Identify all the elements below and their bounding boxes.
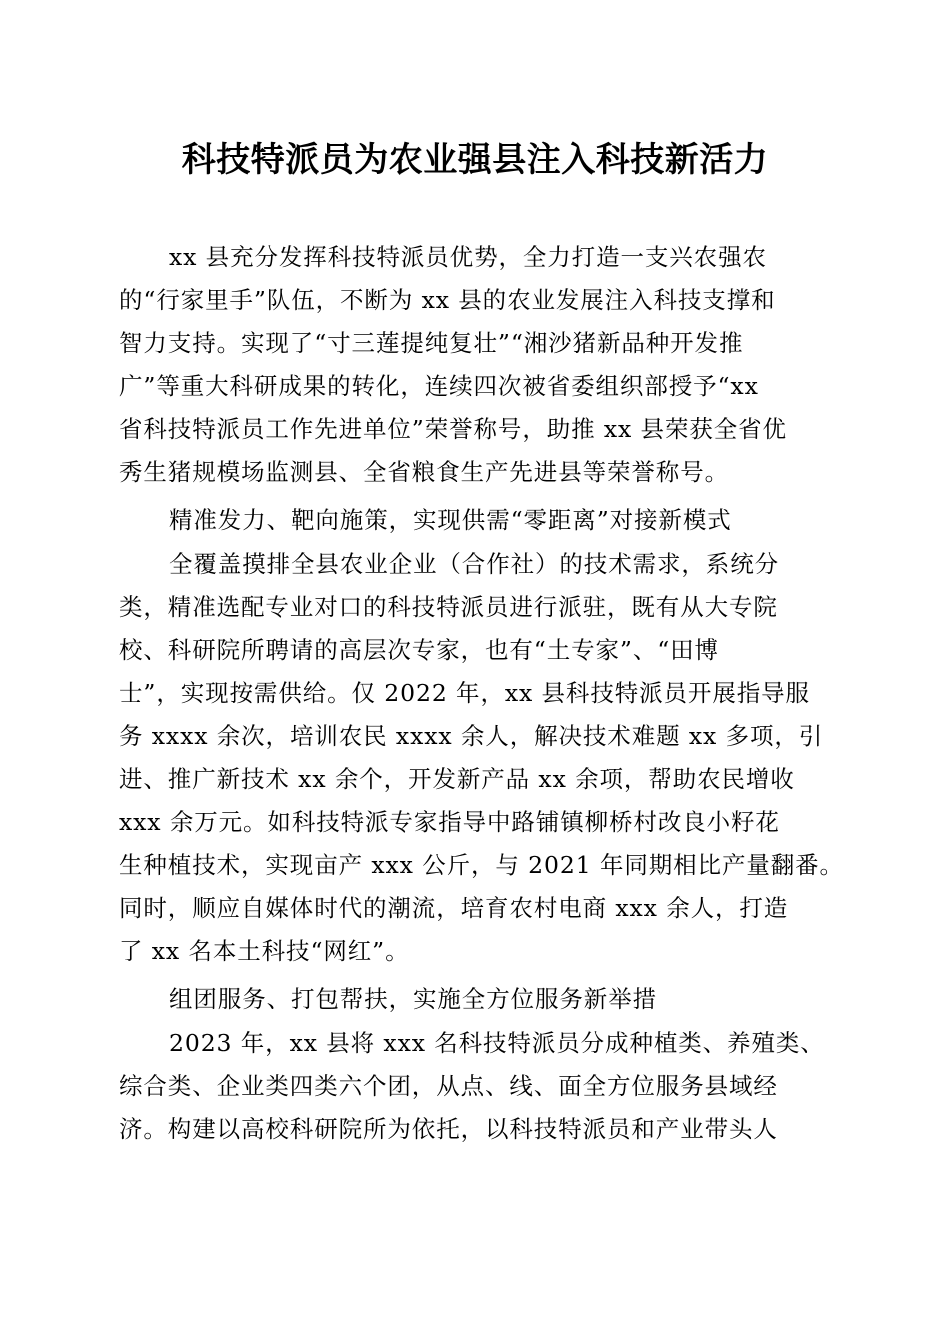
body-line: 了 xx 名本土科技“网红”。 (119, 937, 410, 965)
body-line: 广”等重大科研成果的转化，连续四次被省委组织部授予“xx (119, 372, 759, 400)
body-line: 智力支持。实现了“寸三莲提纯复壮”“湘沙猪新品种开发推 (119, 329, 744, 357)
body-line: xxx 余万元。如科技特派专家指导中路铺镇柳桥村改良小籽花 (119, 808, 780, 836)
section-heading: 组团服务、打包帮扶，实施全方位服务新举措 (169, 985, 657, 1013)
body-line: xx 县充分发挥科技特派员优势，全力打造一支兴农强农 (169, 243, 767, 271)
body-line: 务 xxxx 余次，培训农民 xxxx 余人，解决技术难题 xx 多项，引 (119, 722, 824, 750)
body-line: 同时，顺应自媒体时代的潮流，培育农村电商 xxx 余人，打造 (119, 894, 789, 922)
body-line: 秀生猪规模场监测县、全省粮食生产先进县等荣誉称号。 (119, 458, 729, 486)
body-line: 济。构建以高校科研院所为依托，以科技特派员和产业带头人 (119, 1115, 778, 1143)
body-line: 综合类、企业类四类六个团，从点、线、面全方位服务县域经 (119, 1072, 778, 1100)
body-line: 2023 年，xx 县将 xxx 名科技特派员分成种植类、养殖类、 (169, 1029, 825, 1057)
body-line: 的“行家里手”队伍，不断为 xx 县的农业发展注入科技支撑和 (119, 286, 776, 314)
body-line: 校、科研院所聘请的高层次专家，也有“土专家”、“田博 (119, 636, 719, 664)
body-line: 进、推广新技术 xx 余个，开发新产品 xx 余项，帮助农民增收 (119, 765, 795, 793)
document-title: 科技特派员为农业强县注入科技新活力 (181, 140, 769, 180)
body-line: 类，精准选配专业对口的科技特派员进行派驻，既有从大专院 (119, 593, 778, 621)
body-line: 全覆盖摸排全县农业企业（合作社）的技术需求，系统分 (169, 550, 779, 578)
section-heading: 精准发力、靶向施策，实现供需“零距离”对接新模式 (169, 506, 732, 534)
body-line: 士”，实现按需供给。仅 2022 年，xx 县科技特派员开展指导服 (119, 679, 810, 707)
body-line: 生种植技术，实现亩产 xxx 公斤，与 2021 年同期相比产量翻番。 (119, 851, 844, 879)
body-line: 省科技特派员工作先进单位”荣誉称号，助推 xx 县荣获全省优 (119, 415, 787, 443)
